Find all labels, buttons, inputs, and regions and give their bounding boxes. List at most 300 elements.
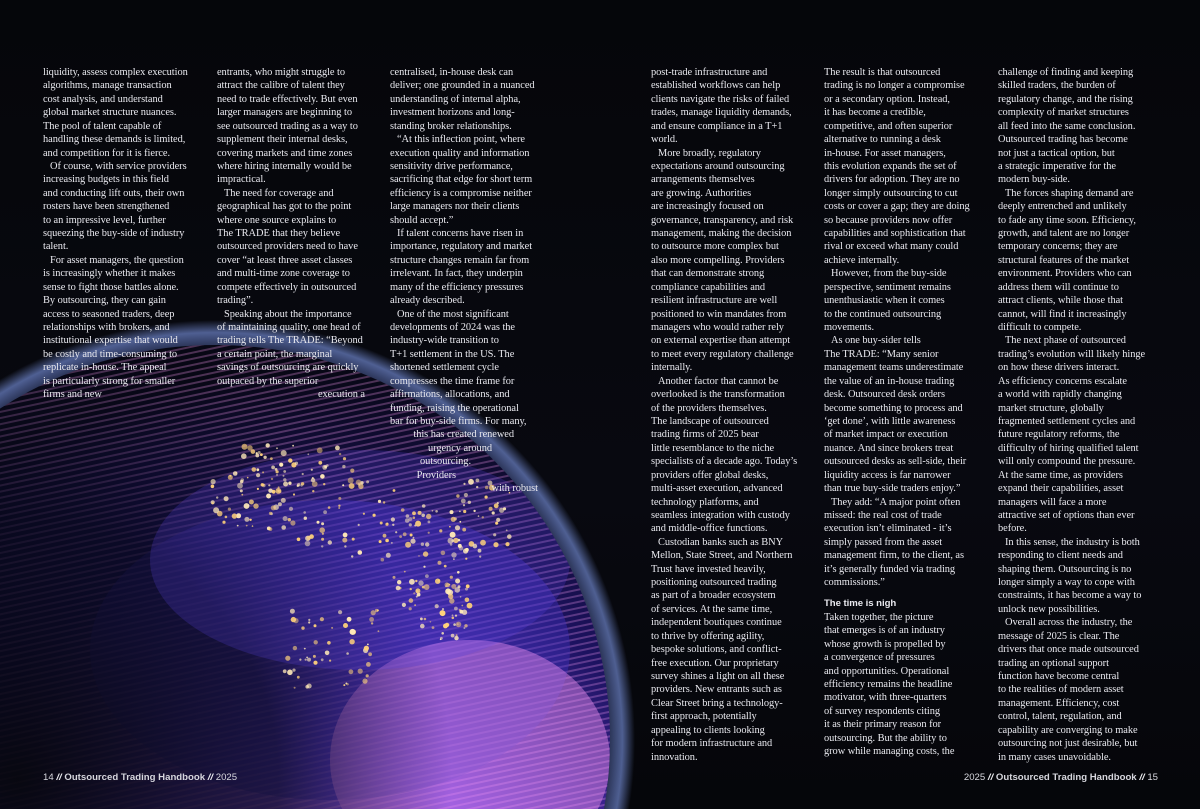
city-light	[251, 449, 256, 454]
city-light	[246, 525, 248, 527]
city-light	[306, 657, 308, 659]
city-light	[453, 623, 456, 626]
city-light	[305, 659, 307, 661]
city-light	[366, 674, 369, 677]
city-light	[458, 544, 462, 548]
text-line: constraints, it has become a way to	[998, 590, 1142, 602]
text-line: growth, and talent are no longer	[998, 228, 1130, 240]
city-light	[271, 478, 273, 480]
city-light	[319, 527, 325, 533]
text-line: function have become central	[998, 670, 1120, 682]
text-line: attract clients, while those that	[998, 295, 1124, 307]
city-light	[378, 500, 381, 503]
city-light	[305, 541, 311, 547]
text-line: Clear Street bring a technology-	[651, 697, 783, 709]
city-light	[320, 474, 325, 479]
text-line: management, making the decision	[651, 228, 792, 240]
text-line: Mellon, State Street, and Northern	[651, 550, 793, 562]
text-line: cover “at least three asset classes	[217, 254, 353, 266]
city-light	[495, 522, 498, 525]
city-light	[281, 498, 286, 503]
city-light	[461, 499, 466, 504]
city-light	[414, 604, 416, 606]
city-light	[331, 627, 333, 629]
city-light	[496, 518, 500, 522]
article-column-2	[217, 66, 365, 402]
text-line: this evolution expands the set of	[824, 160, 957, 172]
city-light	[425, 574, 429, 578]
city-light	[423, 566, 425, 568]
city-light	[467, 603, 473, 609]
city-light	[392, 524, 394, 526]
city-light	[423, 551, 428, 556]
city-light	[505, 542, 509, 546]
city-light	[451, 539, 454, 542]
city-light	[444, 565, 447, 568]
city-light	[383, 534, 387, 538]
city-light	[391, 517, 395, 521]
city-light	[351, 555, 353, 557]
city-light	[281, 450, 287, 456]
city-light	[305, 685, 309, 689]
text-line: providers offer global desks,	[651, 469, 769, 481]
city-light	[465, 598, 470, 603]
city-light	[329, 660, 331, 662]
city-light	[410, 588, 412, 590]
city-light	[448, 594, 453, 599]
text-line: trades, manage liquidity demands,	[651, 107, 792, 119]
text-line: In this sense, the industry is both	[1005, 536, 1140, 548]
city-light	[307, 453, 309, 455]
text-line: expectations around outsourcing	[651, 160, 785, 172]
city-light	[308, 621, 310, 623]
city-light	[335, 446, 340, 451]
text-line: outpaced by the superior	[217, 375, 319, 387]
city-light	[438, 579, 440, 581]
city-light	[421, 543, 424, 546]
city-light	[422, 586, 425, 589]
city-light	[318, 461, 322, 465]
text-line: As one buy-sider tells	[831, 335, 921, 347]
text-line: At the same time, as providers	[998, 469, 1123, 481]
text-line: rival or exceed what many could	[824, 241, 959, 253]
city-light	[367, 644, 369, 646]
text-line: control, talent, regulation, and	[998, 711, 1122, 723]
city-light	[403, 532, 407, 536]
text-line: difficult to compete.	[998, 322, 1082, 334]
text-line: squeezing the buy-side of industry	[43, 228, 185, 240]
city-light	[463, 504, 465, 506]
city-light	[451, 517, 456, 522]
city-light	[225, 516, 228, 519]
city-light	[449, 584, 451, 586]
text-line: The need for coverage and	[224, 187, 334, 199]
city-light	[299, 659, 301, 661]
city-light	[247, 477, 249, 479]
city-light	[410, 539, 415, 544]
text-line: it has become a credible,	[824, 107, 926, 119]
city-light	[452, 614, 454, 616]
city-light	[327, 641, 331, 645]
city-light	[342, 484, 344, 486]
text-line: T+1 settlement in the US. The	[390, 348, 515, 360]
text-line: The result is that outsourced	[824, 67, 941, 78]
text-line: to meet every regulatory challenge	[651, 348, 794, 360]
text-line: already described.	[390, 295, 465, 307]
city-light	[458, 585, 461, 588]
city-light	[338, 507, 340, 509]
text-line: innovation.	[651, 751, 698, 763]
text-line: large managers nor their clients	[390, 201, 520, 213]
city-light	[415, 588, 420, 593]
text-line: execution isn’t eliminated - it’s	[824, 523, 952, 535]
text-line: attract the calibre of talent they	[217, 80, 345, 92]
city-light	[368, 652, 372, 656]
text-line: for modern infrastructure and	[651, 738, 773, 750]
text-line: is particularly strong for smaller	[43, 375, 176, 387]
text-line: outsourcing. But the ability to	[824, 732, 947, 744]
text-line: Providers	[416, 469, 456, 481]
section-gap	[824, 589, 970, 597]
city-light	[463, 627, 465, 629]
page-number: 14	[43, 772, 54, 783]
city-light	[276, 470, 279, 473]
text-line: where hiring internally would be	[217, 160, 352, 172]
text-line: need to trade effectively. But even	[217, 93, 358, 105]
text-line: However, from the buy-side	[831, 268, 947, 280]
text-line: technology platforms, and	[651, 496, 759, 508]
text-line: trading”.	[217, 295, 254, 307]
city-light	[489, 507, 493, 511]
text-line: responding to client needs and	[998, 550, 1123, 562]
city-light	[255, 454, 259, 458]
text-line: entrants, who might struggle to	[217, 67, 346, 78]
city-light	[338, 505, 340, 507]
city-light	[455, 525, 460, 530]
city-light	[405, 518, 410, 523]
text-line: of survey respondents citing	[824, 705, 941, 717]
text-line: skilled traders, the burden of	[998, 80, 1116, 92]
text-line: sense to fight those battles alone.	[43, 281, 179, 293]
city-light	[314, 640, 318, 644]
text-line: drivers that once made outsourced	[998, 644, 1139, 656]
city-light	[363, 513, 365, 515]
city-light	[358, 669, 363, 674]
city-light	[409, 579, 415, 585]
text-line: it as their primary reason for	[824, 719, 942, 731]
text-line: structural features of the market	[998, 254, 1130, 266]
city-light	[451, 634, 455, 638]
city-light	[317, 448, 323, 454]
text-line: longer simply a way to cope with	[998, 577, 1135, 589]
city-light	[348, 478, 354, 484]
city-light	[338, 497, 341, 500]
text-line: cost analysis, and understand	[43, 93, 163, 105]
city-light	[464, 624, 467, 627]
city-light	[445, 623, 449, 627]
text-line: geographical has got to the point	[217, 201, 352, 213]
city-light	[379, 540, 382, 543]
text-line: overlooked is the transformation	[651, 389, 785, 401]
text-line: covering markets and time zones	[217, 147, 353, 159]
city-light	[454, 636, 458, 640]
text-line: One of the most significant	[397, 308, 509, 320]
city-light	[257, 488, 259, 490]
city-light	[287, 670, 293, 676]
text-line: positioning outsourced trading	[651, 577, 777, 589]
text-line: managers who would rather rely	[651, 322, 784, 334]
city-light	[450, 532, 456, 538]
city-light	[292, 445, 294, 447]
text-line: modern buy-side.	[998, 174, 1070, 186]
left-page-footer	[43, 772, 237, 783]
city-light	[268, 489, 272, 493]
text-line: trading’s evolution will likely hinge	[998, 348, 1146, 360]
text-line: capability are converging to make	[998, 724, 1138, 736]
text-line: management teams underestimate	[824, 362, 964, 374]
city-light	[237, 525, 239, 527]
footer-separator: //	[987, 772, 994, 783]
text-line: Custodian banks such as BNY	[658, 536, 784, 548]
text-line: are increasingly focused on	[651, 201, 764, 213]
city-light	[356, 480, 362, 486]
city-light	[452, 617, 455, 620]
text-line: Of course, with service providers	[50, 160, 187, 172]
text-line: supplement their internal desks,	[217, 134, 348, 146]
city-light	[468, 501, 471, 504]
city-light	[349, 483, 355, 489]
text-line: commissions.”	[824, 577, 885, 589]
text-line: movements.	[824, 322, 875, 334]
city-light	[288, 458, 292, 462]
text-line: in many cases unavoidable.	[998, 751, 1111, 763]
city-light	[459, 610, 463, 614]
city-light	[241, 494, 243, 496]
text-line: grow while managing costs, the	[824, 746, 955, 758]
text-line: efficiency is a compromise neither	[390, 187, 532, 199]
city-light	[339, 453, 341, 455]
city-light	[211, 485, 215, 489]
text-line: compliance capabilities and	[651, 281, 766, 293]
text-line: so because providers now offer	[824, 214, 953, 226]
city-light	[292, 669, 295, 672]
text-line: missed: the real cost of trade	[824, 509, 942, 521]
right-page-footer	[964, 772, 1158, 783]
city-light	[413, 516, 416, 519]
city-light	[323, 483, 325, 485]
city-light	[415, 580, 417, 582]
text-line: algorithms, manage transaction	[43, 80, 172, 92]
city-light	[413, 537, 415, 539]
city-light	[269, 527, 273, 531]
city-light	[478, 549, 482, 553]
city-light	[366, 480, 369, 483]
text-line: managers will face a more	[998, 496, 1107, 508]
city-light	[297, 538, 301, 542]
city-light	[216, 496, 218, 498]
city-light	[281, 525, 286, 530]
text-line: as part of a broader ecosystem	[651, 590, 776, 602]
city-light	[393, 576, 396, 579]
city-light	[325, 651, 330, 656]
text-line: free execution. Our proprietary	[651, 657, 779, 669]
text-line: and multi-time zone coverage to	[217, 268, 350, 280]
city-light	[283, 470, 286, 473]
city-light	[435, 604, 439, 608]
text-line: seamless integration with custody	[651, 509, 790, 521]
text-line: compete effectively in outsourced	[217, 281, 357, 293]
city-light	[445, 585, 447, 587]
text-line: of services. At the same time,	[651, 603, 773, 615]
text-line: developments of 2024 was the	[390, 322, 515, 334]
text-line: perspective, sentiment remains	[824, 281, 951, 293]
text-line: Speaking about the importance	[224, 308, 352, 320]
city-light	[321, 545, 323, 547]
text-line: compresses the time frame for	[390, 375, 515, 387]
city-light	[451, 552, 456, 557]
text-line: unenthusiastic when it comes	[824, 295, 945, 307]
text-line: regulatory change, and the rising	[998, 93, 1133, 105]
city-light	[478, 515, 480, 517]
text-line: many of the efficiency pressures	[390, 281, 524, 293]
text-line: More broadly, regulatory	[658, 147, 761, 159]
text-line: become something to process and	[824, 402, 963, 414]
city-light	[249, 519, 251, 521]
city-light	[266, 443, 270, 447]
city-light	[297, 483, 300, 486]
city-light	[288, 482, 291, 485]
text-line: The next phase of outsourced	[1005, 335, 1126, 347]
city-light	[320, 617, 324, 621]
page-number: 15	[1147, 772, 1158, 783]
text-line: resilient infrastructure are well	[651, 295, 778, 307]
text-line: environment. Providers who can	[998, 268, 1132, 280]
footer-separator: //	[207, 772, 214, 783]
city-light	[297, 676, 300, 679]
city-light	[307, 536, 311, 540]
text-line: competitive, and often superior	[824, 120, 953, 132]
text-line: established workflows can help	[651, 80, 781, 92]
city-light	[441, 632, 444, 635]
text-line: where one source explains to	[217, 214, 337, 226]
text-line: As efficiency concerns escalate	[998, 375, 1127, 387]
city-light	[456, 634, 458, 636]
city-light	[343, 457, 346, 460]
city-light	[262, 471, 264, 473]
text-line: The forces shaping demand are	[1005, 187, 1134, 199]
text-line: with robust	[491, 483, 538, 495]
text-line: institutional expertise that would	[43, 335, 178, 347]
text-line: replicate in-house. The appeal	[43, 362, 167, 374]
text-line: handling these demands is limited,	[43, 134, 186, 146]
text-line: capabilities and sophistication that	[824, 228, 966, 240]
city-light	[289, 507, 293, 511]
text-line: liquidity, assess complex execution	[43, 67, 188, 78]
text-line: positioned to win mandates from	[651, 308, 787, 320]
city-light	[276, 447, 278, 449]
city-light	[307, 658, 311, 662]
article-column-1	[43, 66, 188, 402]
city-light	[253, 503, 258, 508]
text-line: a strategic imperative for the	[998, 160, 1116, 172]
city-light	[439, 529, 442, 532]
text-line: Another factor that cannot be	[658, 375, 779, 387]
article-column-6	[998, 66, 1145, 764]
city-light	[328, 540, 332, 544]
city-light	[442, 608, 444, 610]
text-line: it’s generally funded via trading	[824, 563, 956, 575]
city-light	[313, 655, 316, 658]
text-line: a world with rapidly changing	[998, 389, 1122, 401]
city-light	[317, 521, 320, 524]
publication-name: Outsourced Trading Handbook	[64, 772, 206, 783]
city-light	[278, 502, 282, 506]
city-light	[435, 510, 438, 513]
text-line: nuance. And since brokers treat	[824, 442, 954, 454]
city-light	[262, 484, 265, 487]
city-light	[455, 615, 457, 617]
city-light	[462, 528, 466, 532]
city-light	[293, 493, 295, 495]
city-light	[454, 607, 458, 611]
footer-separator: //	[56, 772, 62, 783]
city-light	[224, 496, 229, 501]
text-line: larger managers are beginning to	[217, 107, 352, 119]
city-light	[424, 618, 427, 621]
city-light	[342, 538, 347, 543]
text-line: Taken together, the picture	[824, 611, 934, 623]
text-line: deliver; one grounded in a nuanced	[390, 80, 535, 92]
text-line: The TRADE: “Many senior	[824, 348, 939, 360]
city-light	[458, 539, 460, 541]
city-light	[440, 637, 443, 640]
city-light	[457, 571, 460, 574]
city-light	[402, 603, 406, 607]
city-light	[260, 453, 263, 456]
city-light	[350, 469, 354, 473]
city-light	[343, 623, 348, 628]
city-light	[428, 532, 430, 534]
city-light	[375, 609, 378, 612]
city-light	[425, 542, 429, 546]
article-column-5	[824, 66, 970, 759]
city-light	[283, 516, 288, 521]
text-line: trading firms of 2025 bear	[651, 429, 759, 441]
city-light	[418, 555, 420, 557]
publication-year: 2025	[215, 772, 238, 783]
publication-year: 2025	[963, 772, 986, 783]
city-light	[279, 463, 283, 467]
footer-separator: //	[1139, 772, 1145, 783]
text-line: than true buy-side traders enjoy.”	[824, 483, 961, 495]
city-light	[346, 652, 349, 655]
city-light	[385, 539, 389, 543]
city-light	[343, 533, 348, 538]
city-light	[285, 656, 290, 661]
city-light	[256, 473, 260, 477]
text-line: independent boutiques continue	[651, 617, 782, 629]
city-light	[326, 464, 329, 467]
text-line: to thrive by offering agility,	[651, 630, 765, 642]
city-light	[212, 502, 214, 504]
text-line: achieve internally.	[824, 254, 900, 266]
text-line: urgency around	[427, 442, 492, 454]
text-line: should accept.”	[390, 214, 454, 226]
publication-name: Outsourced Trading Handbook	[995, 772, 1137, 783]
text-line: market structure, globally	[998, 402, 1104, 414]
text-line: the value of an in-house trading	[824, 375, 955, 387]
city-light	[241, 453, 247, 459]
